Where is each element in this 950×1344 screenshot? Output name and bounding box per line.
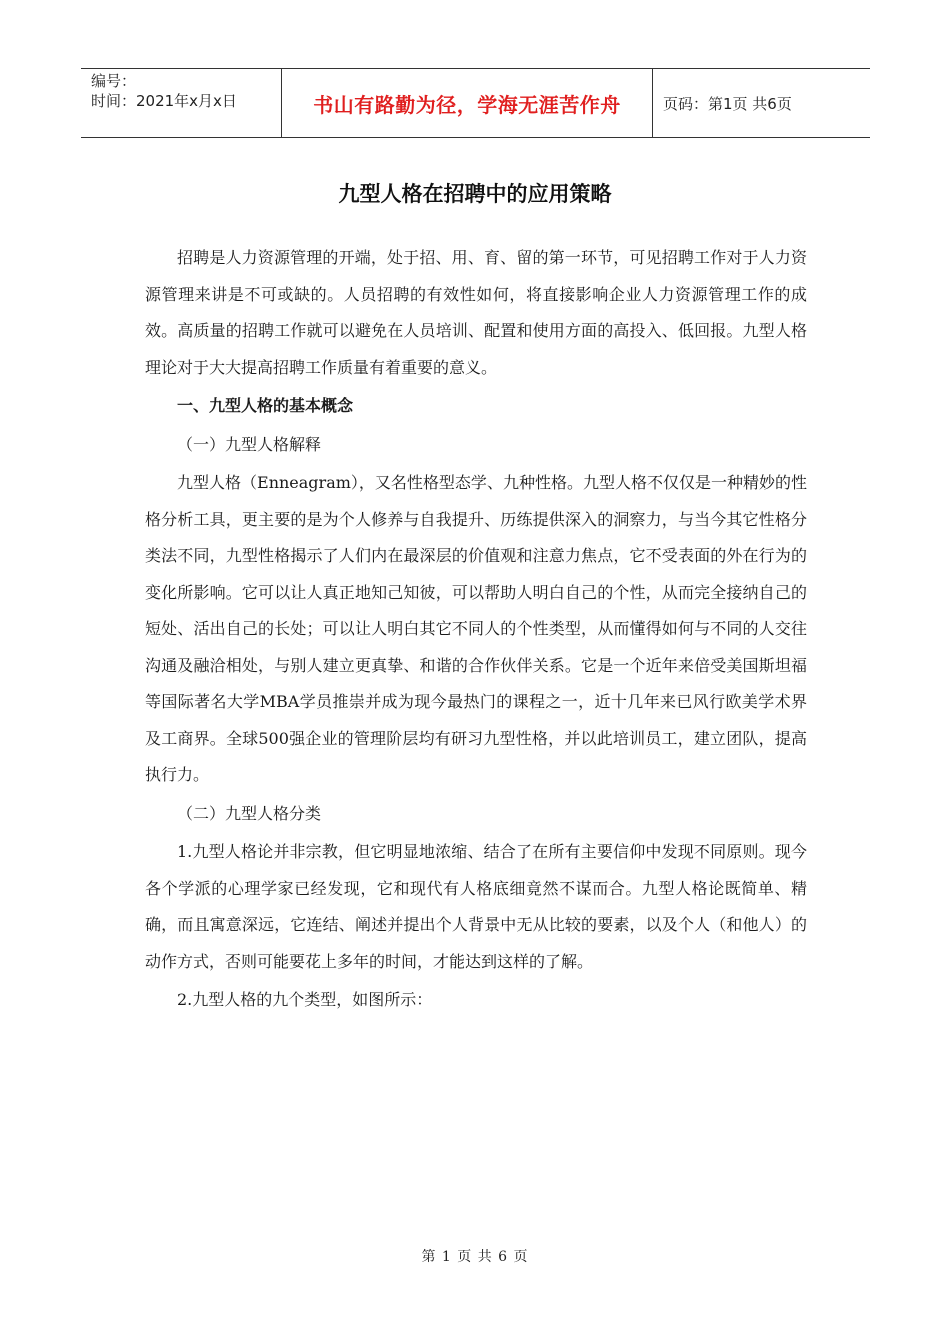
document-date: 时间：2021年x月x日	[91, 92, 237, 110]
document-number-label: 编号：	[91, 72, 137, 90]
header-meta	[81, 69, 281, 137]
classification-point-2: 2.九型人格的九个类型，如图所示：	[177, 990, 433, 1009]
page-footer: 第 1 页 共 6 页	[421, 1249, 529, 1265]
document-title: 九型人格在招聘中的应用策略	[338, 182, 612, 206]
subsection-heading-explanation: （一）九型人格解释	[177, 434, 322, 454]
explanation-paragraph: 九型人格（Enneagram），又名性格型态学、九种性格。九型人格不仅仅是一种精妙的性格分析工具，更主要的是为个人修养与自我提升、历练提供深入的洞察力，与当今其它性格分类法不同，九型性格揭示了人们内在最深层的价值观和注意力焦点，它不受表面的外在行为的变化所影响。它可以让人真正地知己知彼，可以帮助人明白自己的个性，从而完全接纳自己的短处、活出自己的长处；可以让人明白其它不同人的个性类型，从而懂得如何与不同的人交往沟通及融洽相处，与别人建立更真挚、和谐的合作伙伴关系。它是一个近年来倍受美国斯坦福等国际著名大学MBA学员推崇并成为现今最热门的课程之一，近十几年来已风行欧美学术界及工商界。全球500强企业的管理阶层均有研习九型性格，并以此培训员工，建立团队，提高执行力。	[145, 473, 807, 784]
classification-point-1: 1.九型人格论并非宗教，但它明显地浓缩、结合了在所有主要信仰中发现不同原则。现今各个学派的心理学家已经发现，它和现代有人格底细竟然不谋而合。九型人格论既简单、精确，而且寓意深远，它连结、阐述并提出个人背景中无从比较的要素，以及个人（和他人）的动作方式，否则可能要花上多年的时间，才能达到这样的了解。	[145, 842, 807, 971]
header-motto: 书山有路勤为径，学海无涯苦作舟	[281, 69, 653, 137]
intro-paragraph: 招聘是人力资源管理的开端，处于招、用、育、留的第一环节，可见招聘工作对于人力资源管理来讲是不可或缺的。人员招聘的有效性如何，将直接影响企业人力资源管理工作的成效。高质量的招聘工作就可以避免在人员培训、配置和使用方面的高投入、低回报。九型人格理论对于大大提高招聘工作质量有着重要的意义。	[145, 248, 807, 377]
document-body	[145, 240, 807, 1019]
section-heading-basic-concepts: 一、九型人格的基本概念	[177, 396, 354, 415]
header-page-info: 页码：第1页 共6页	[663, 94, 792, 113]
subsection-heading-classification: （二）九型人格分类	[177, 803, 322, 823]
page-header	[81, 68, 870, 138]
